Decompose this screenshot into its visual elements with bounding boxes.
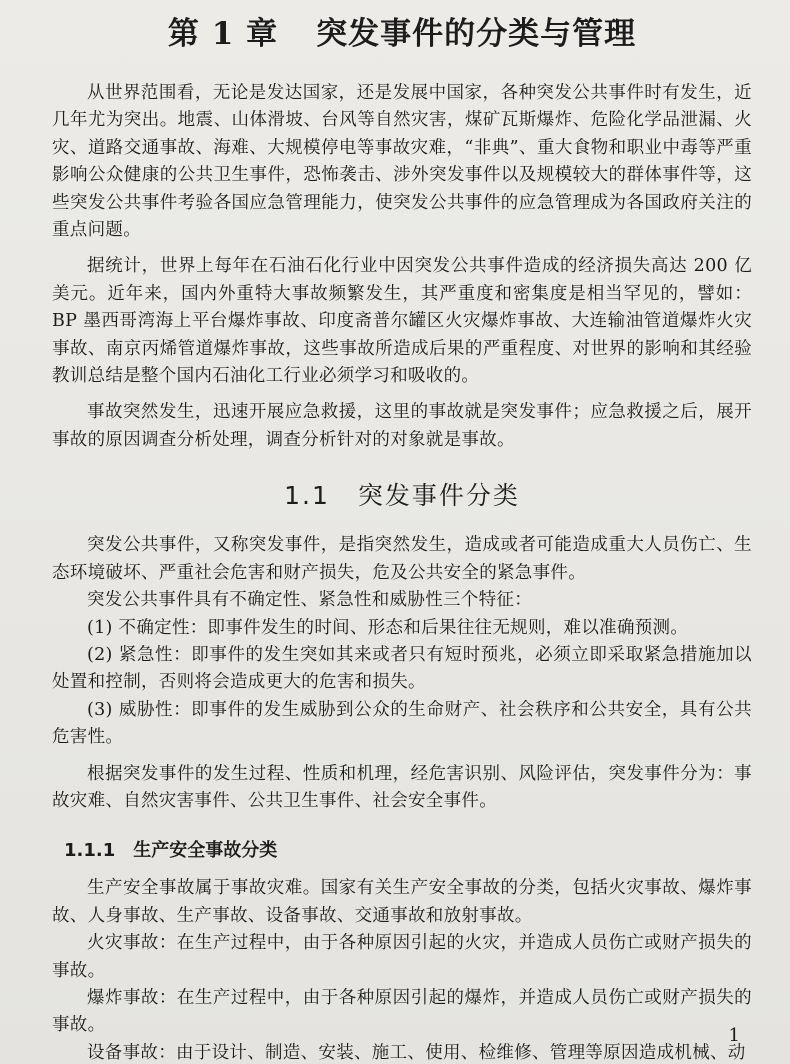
body-paragraph: 突发公共事件具有不确定性、紧急性和威胁性三个特征： — [87, 590, 532, 611]
subsection-number: 1.1.1 — [64, 840, 116, 862]
section-heading — [52, 480, 752, 512]
chapter-heading — [52, 14, 752, 54]
page-number: 1 — [728, 1025, 740, 1046]
intro-paragraph: 据统计，世界上每年在石油石化行业中因突发公共事件造成的经济损失高达 200 亿美元。近年来，国内外重特大事故频繁发生，其严重度和密集度是相当罕见的，譬如：BP 墨西哥湾海上平台爆炸事故、印度斋普尔罐区火灾爆炸事故、大连输油管道爆炸火灾事故、南京丙烯管道爆炸事故，这些事故所造成后果的严重程度、对世界的影响和其经验教训总结是整个国内石油化工行业必须学习和吸收的。 — [52, 256, 752, 387]
body-paragraph: 根据突发事件的发生过程、性质和机理，经危害识别、风险评估，突发事件分为：事故灾难、自然灾害事件、公共卫生事件、社会安全事件。 — [52, 763, 752, 811]
section-number: 1.1 — [284, 481, 330, 511]
intro-paragraph: 事故突然发生，迅速开展应急救援，这里的事故就是突发事件；应急救援之后，展开事故的原因调查分析处理，调查分析针对的对象就是事故。 — [52, 402, 752, 450]
intro-paragraph: 从世界范围看，无论是发达国家，还是发展中国家，各种突发公共事件时有发生，近几年尤为突出。地震、山体滑坡、台风等自然灾害，煤矿瓦斯爆炸、危险化学品泄漏、火灾、道路交通事故、海难、大规模停电等事故灾难，“非典”、重大食物和职业中毒等严重影响公众健康的公共卫生事件，恐怖袭击、涉外突发事件以及规模较大的群体事件等，这些突发公共事件考验各国应急管理能力，使突发公共事件的应急管理成为各国政府关注的重点问题。 — [52, 83, 752, 241]
body-paragraph: 生产安全事故属于事故灾难。国家有关生产安全事故的分类，包括火灾事故、爆炸事故、人身事故、生产事故、设备事故、交通事故和放射事故。 — [52, 878, 752, 926]
chapter-number: 第 1 章 — [167, 16, 279, 52]
body-paragraph: 突发公共事件，又称突发事件，是指突然发生，造成或者可能造成重大人员伤亡、生态环境破坏、严重社会危害和财产损失，危及公共安全的紧急事件。 — [52, 535, 752, 583]
list-item: (3) 威胁性：即事件的发生威胁到公众的生命财产、社会秩序和公共安全，具有公共危害性。 — [52, 699, 752, 748]
subsection-title: 生产安全事故分类 — [133, 840, 278, 862]
list-item: (1) 不确定性：即事件发生的时间、形态和后果往往无规则，难以准确预测。 — [87, 617, 689, 638]
body-paragraph: 设备事故：由于设计、制造、安装、施工、使用、检维修、管理等原因造成机械、动 — [87, 1042, 746, 1063]
section-title: 突发事件分类 — [357, 481, 520, 511]
body-paragraph: 火灾事故：在生产过程中，由于各种原因引起的火灾，并造成人员伤亡或财产损失的事故。 — [52, 933, 752, 981]
chapter-title: 突发事件的分类与管理 — [316, 16, 637, 52]
body-paragraph: 爆炸事故：在生产过程中，由于各种原因引起的爆炸，并造成人员伤亡或财产损失的事故。 — [52, 987, 752, 1036]
subsection-heading — [64, 837, 752, 865]
list-item: (2) 紧急性：即事件的发生突如其来或者只有短时预兆，必须立即采取紧急措施加以处置和控制，否则将会造成更大的危害和损失。 — [52, 644, 752, 693]
